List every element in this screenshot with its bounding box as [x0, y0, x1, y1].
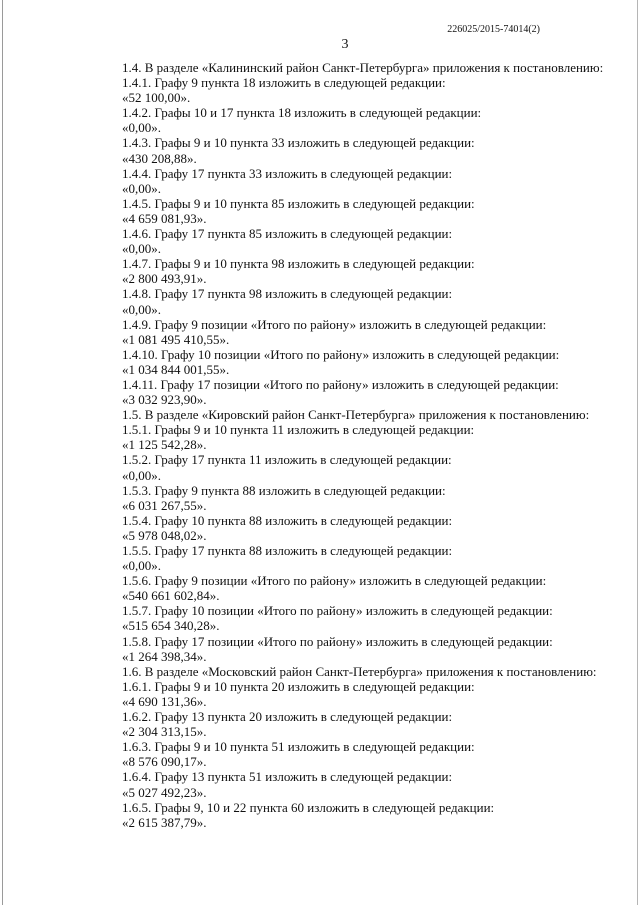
document-line: 1.6.1. Графы 9 и 10 пункта 20 изложить в следующей редакции: [122, 678, 475, 694]
document-line: 1.4.7. Графы 9 и 10 пункта 98 изложить в следующей редакции: [122, 256, 475, 272]
document-line: 1.5.1. Графы 9 и 10 пункта 11 изложить в следующей редакции: [122, 422, 475, 438]
document-line: 1.5.7. Графу 10 позиции «Итого по району» изложить в следующей редакции: [122, 603, 553, 619]
document-line: 1.6.4. Графу 13 пункта 51 изложить в следующей редакции: [122, 769, 453, 785]
document-line: 1.4.1. Графу 9 пункта 18 изложить в следующей редакции: [122, 75, 446, 91]
document-line: 1.4.2. Графы 10 и 17 пункта 18 изложить в следующей редакции: [122, 105, 482, 121]
document-line: «3 032 923,90». [122, 392, 207, 408]
document-line: 1.5.2. Графу 17 пункта 11 изложить в следующей редакции: [122, 452, 452, 468]
document-line: «1 081 495 410,55». [122, 331, 230, 347]
document-line: 1.4.5. Графы 9 и 10 пункта 85 изложить в следующей редакции: [122, 195, 475, 211]
document-line: «2 800 493,91». [122, 271, 207, 287]
document-line: 1.4.10. Графу 10 позиции «Итого по району» изложить в следующей редакции: [122, 346, 560, 362]
page-border-right [637, 0, 638, 905]
document-line: «0,00». [122, 301, 161, 317]
document-line: 1.5.3. Графу 9 пункта 88 изложить в следующей редакции: [122, 482, 446, 498]
document-code: 226025/2015-74014(2) [447, 24, 540, 35]
document-line: 1.5.8. Графу 17 позиции «Итого по району» изложить в следующей редакции: [122, 633, 553, 649]
document-line: 1.4.8. Графу 17 пункта 98 изложить в следующей редакции: [122, 286, 453, 302]
document-line: «540 661 602,84». [122, 588, 220, 604]
document-line: 1.5.5. Графу 17 пункта 88 изложить в следующей редакции: [122, 543, 453, 558]
document-line: 1.6.5. Графы 9, 10 и 22 пункта 60 изложить в следующей редакции: [122, 799, 495, 815]
document-line: 1.4. В разделе «Калининский район Санкт-Петербурга» приложения к постановлению: [122, 60, 604, 75]
document-line: «52 100,00». [122, 90, 191, 106]
document-line: «8 576 090,17». [122, 754, 207, 770]
document-line: 1.6. В разделе «Московский район Санкт-Петербурга» приложения к постановлению: [122, 663, 597, 679]
document-line: «4 659 081,93». [122, 210, 207, 226]
document-line: «1 125 542,28». [122, 437, 207, 453]
document-line: «6 031 267,55». [122, 497, 207, 513]
document-line: 1.4.6. Графу 17 пункта 85 изложить в следующей редакции: [122, 226, 453, 242]
document-line: «0,00». [122, 558, 161, 574]
document-line: «0,00». [122, 120, 161, 136]
document-line: «5 978 048,02». [122, 527, 207, 543]
document-line: 1.4.4. Графу 17 пункта 33 изложить в следующей редакции: [122, 165, 453, 181]
document-line: 1.4.9. Графу 9 позиции «Итого по району» изложить в следующей редакции: [122, 316, 547, 332]
document-line: «1 264 398,34». [122, 648, 207, 664]
document-line: «0,00». [122, 241, 161, 257]
document-line: «0,00». [122, 180, 161, 196]
document-line: «430 208,88». [122, 150, 197, 166]
document-line: 1.4.3. Графы 9 и 10 пункта 33 изложить в следующей редакции: [122, 135, 475, 151]
document-line: «2 304 313,15». [122, 724, 207, 740]
document-line: «2 615 387,79». [122, 814, 207, 830]
page-border-left [2, 0, 3, 905]
page-number: 3 [341, 37, 349, 52]
document-line: 1.5.4. Графу 10 пункта 88 изложить в следующей редакции: [122, 512, 453, 528]
document-line: 1.5. В разделе «Кировский район Санкт-Петербурга» приложения к постановлению: [122, 407, 590, 423]
document-line: «4 690 131,36». [122, 693, 207, 709]
document-line: «1 034 844 001,55». [122, 361, 230, 377]
document-line: «0,00». [122, 467, 161, 483]
document-line: 1.6.3. Графы 9 и 10 пункта 51 изложить в следующей редакции: [122, 739, 475, 755]
document-line: 1.6.2. Графу 13 пункта 20 изложить в следующей редакции: [122, 709, 453, 725]
document-line: 1.4.11. Графу 17 позиции «Итого по району» изложить в следующей редакции: [122, 376, 559, 392]
document-body [122, 60, 622, 830]
document-line: «515 654 340,28». [122, 618, 220, 634]
document-line: 1.5.6. Графу 9 позиции «Итого по району» изложить в следующей редакции: [122, 573, 547, 589]
document-line: «5 027 492,23». [122, 784, 207, 800]
